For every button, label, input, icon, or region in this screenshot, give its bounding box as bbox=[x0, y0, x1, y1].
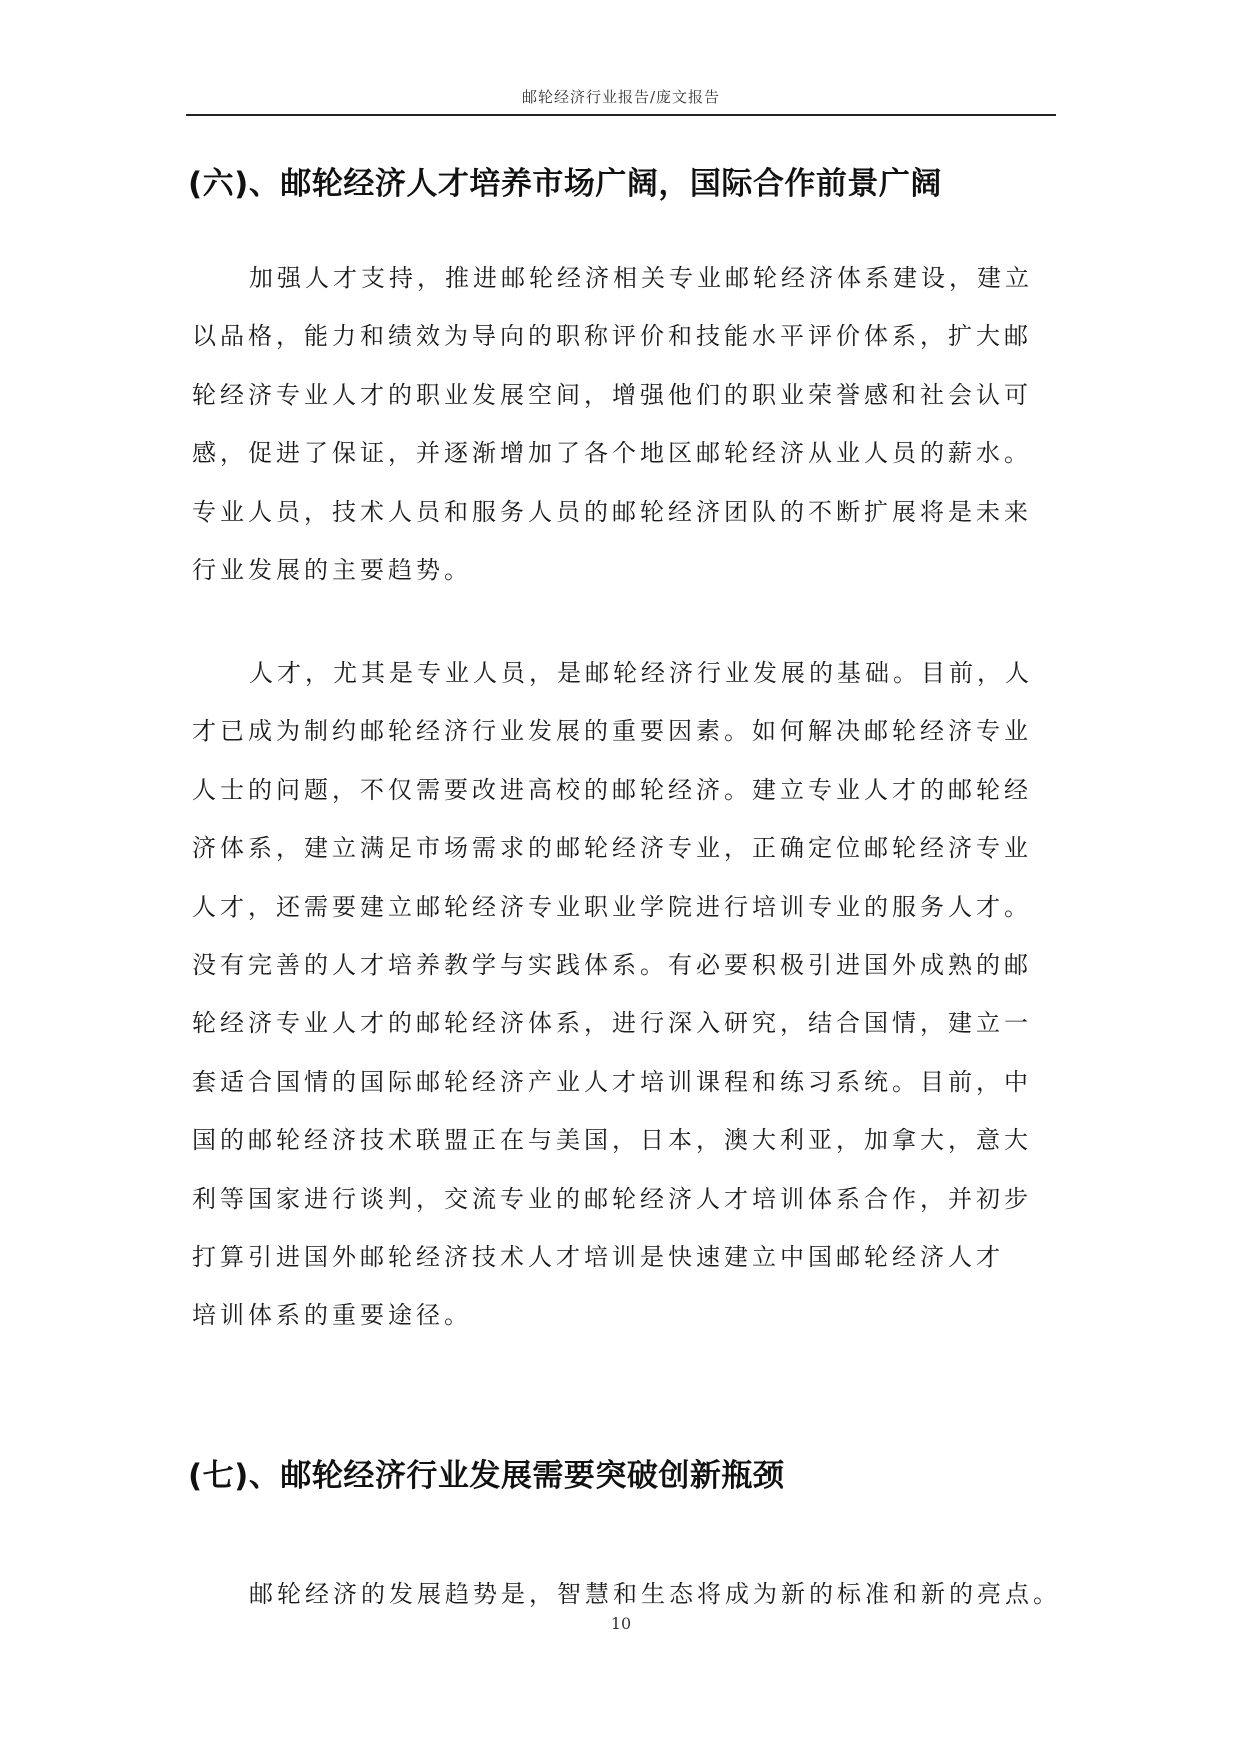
section-heading-7: (七)、邮轮经济行业发展需要突破创新瓶颈 bbox=[188, 1458, 785, 1494]
paragraph-line: 人士的问题，不仅需要改进高校的邮轮经济。建立专业人才的邮轮经 bbox=[192, 775, 1032, 804]
body-paragraph-talent-support bbox=[192, 249, 1062, 599]
paragraph-line: 没有完善的人才培养教学与实践体系。有必要积极引进国外成熟的邮 bbox=[192, 951, 1032, 980]
section-heading-6: (六)、邮轮经济人才培养市场广阔，国际合作前景广阔 bbox=[188, 166, 942, 202]
paragraph-line: 济体系，建立满足市场需求的邮轮经济专业，正确定位邮轮经济专业 bbox=[192, 834, 1032, 863]
paragraph-line: 套适合国情的国际邮轮经济产业人才培训课程和练习系统。目前，中 bbox=[192, 1067, 1032, 1096]
paragraph-line: 专业人员，技术人员和服务人员的邮轮经济团队的不断扩展将是未来 bbox=[192, 497, 1032, 526]
paragraph-line: 打算引进国外邮轮经济技术人才培训是快速建立中国邮轮经济人才 bbox=[192, 1243, 1004, 1272]
paragraph-line: 利等国家进行谈判，交流专业的邮轮经济人才培训体系合作，并初步 bbox=[192, 1184, 1032, 1213]
paragraph-line: 加强人才支持，推进邮轮经济相关专业邮轮经济体系建设，建立 bbox=[249, 264, 1033, 292]
paragraph-line: 国的邮轮经济技术联盟正在与美国，日本，澳大利亚，加拿大，意大 bbox=[192, 1126, 1032, 1155]
page-number: 10 bbox=[610, 1614, 632, 1633]
body-paragraph-talent-foundation bbox=[192, 644, 1062, 1345]
paragraph-line: 人才，尤其是专业人员，是邮轮经济行业发展的基础。目前，人 bbox=[249, 659, 1033, 687]
paragraph-line: 轮经济专业人才的邮轮经济体系，进行深入研究，结合国情，建立一 bbox=[192, 1009, 1032, 1038]
paragraph-line: 以品格，能力和绩效为导向的职称评价和技能水平评价体系，扩大邮 bbox=[192, 322, 1032, 351]
paragraph-line: 轮经济专业人才的职业发展空间，增强他们的职业荣誉感和社会认可 bbox=[192, 380, 1032, 409]
paragraph-line: 培训体系的重要途径。 bbox=[192, 1301, 472, 1330]
header-divider bbox=[186, 114, 1056, 116]
paragraph-line: 邮轮经济的发展趋势是，智慧和生态将成为新的标准和新的亮点。 bbox=[249, 1580, 1061, 1608]
paragraph-line: 才已成为制约邮轮经济行业发展的重要因素。如何解决邮轮经济专业 bbox=[192, 717, 1032, 746]
running-header: 邮轮经济行业报告/庞文报告 bbox=[521, 88, 721, 106]
paragraph-line: 感，促进了保证，并逐渐增加了各个地区邮轮经济从业人员的薪水。 bbox=[192, 439, 1032, 468]
paragraph-line: 行业发展的主要趋势。 bbox=[192, 556, 472, 585]
paragraph-line: 人才，还需要建立邮轮经济专业职业学院进行培训专业的服务人才。 bbox=[192, 892, 1032, 921]
